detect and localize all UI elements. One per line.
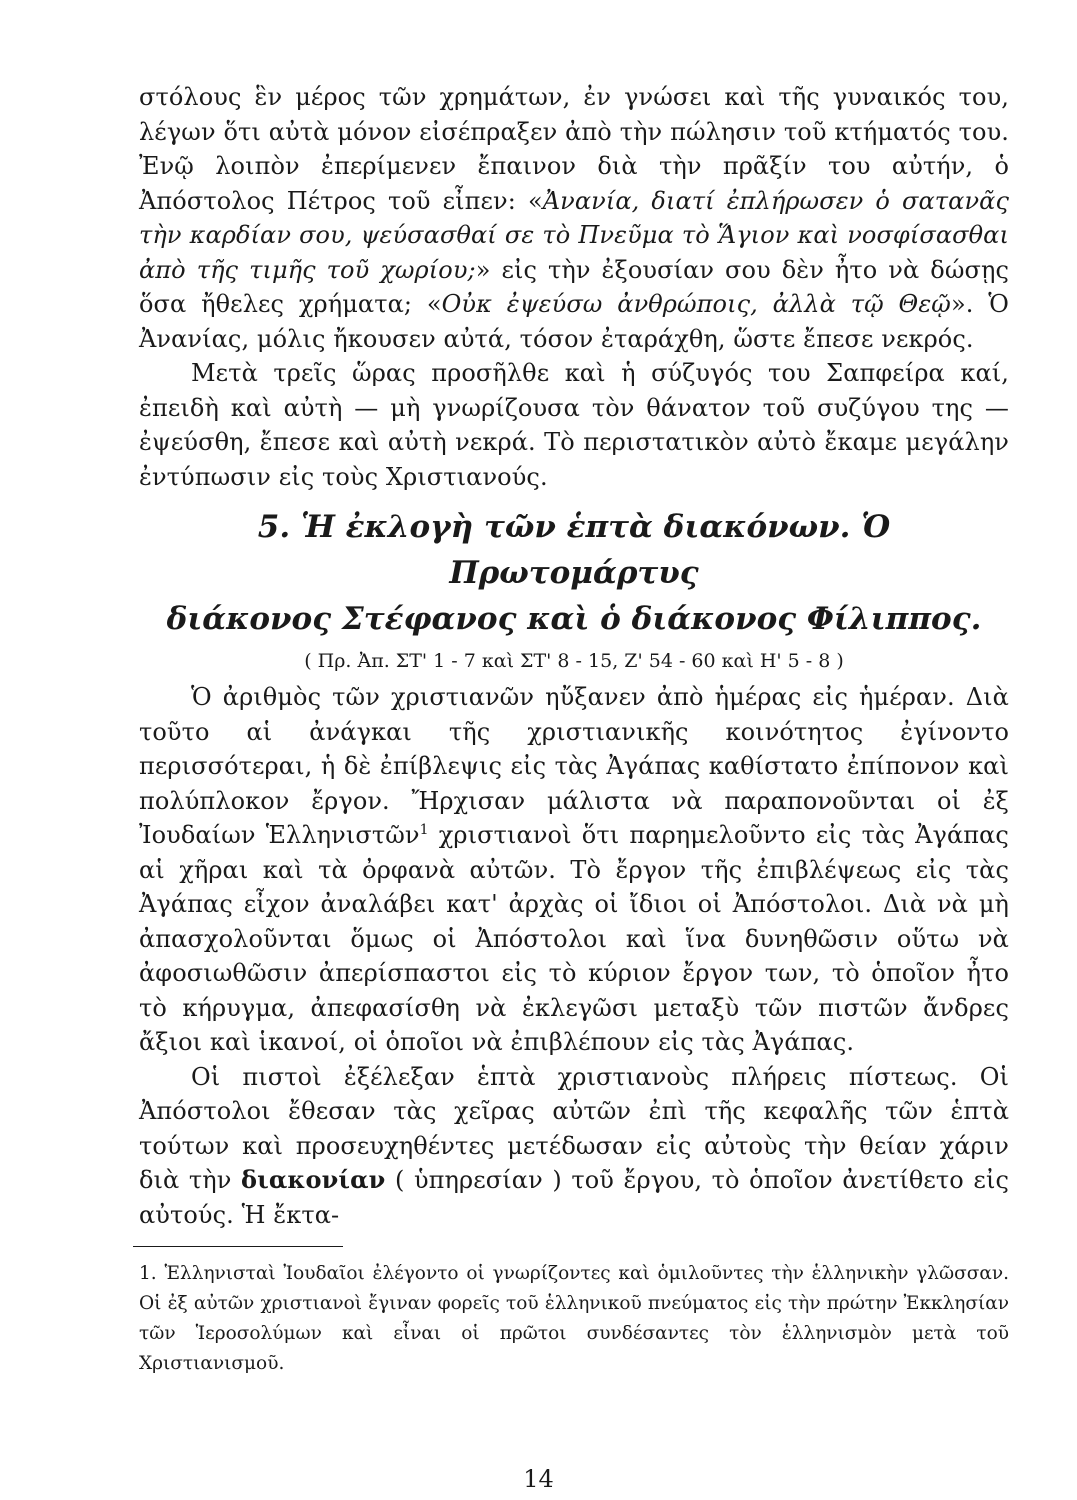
section-number: 5. bbox=[257, 509, 291, 545]
section-title-line1: Ἡ ἐκλογὴ τῶν ἑπτὰ διακόνων. Ὁ Πρωτομάρτυς bbox=[300, 509, 891, 591]
paragraph-ananias bbox=[139, 80, 1009, 356]
page-content bbox=[139, 80, 1009, 1379]
quote-not-lied-to-men: Οὐκ ἐψεύσω ἀνθρώποις, ἀλλὰ τῷ Θεῷ bbox=[441, 290, 951, 318]
footnote-divider bbox=[133, 1246, 343, 1247]
section-heading bbox=[139, 504, 1009, 642]
text-run: ( ὑπηρεσίαν ) τοῦ ἔργου, τὸ ὁποῖον ἀνετίθετο εἰς αὐτούς. Ἡ ἔκτα- bbox=[139, 1166, 1009, 1229]
paragraph-number-of-christians bbox=[139, 680, 1009, 1060]
text-run: χριστιανοὶ ὅτι παρημελοῦντο εἰς τὰς Ἀγάπας αἱ χῆραι καὶ τὰ ὀρφανὰ αὐτῶν. Τὸ ἔργον τῆς ἐπιβλέψεως εἰς τὰς Ἀγάπας εἶχον ἀναλάβει κατ' ἀρχὰς οἱ ἴδιοι οἱ Ἀπόστολοι. Διὰ νὰ μὴ ἀπασχολοῦνται ὅμως οἱ Ἀπόστολοι καὶ ἵνα δυνηθῶσιν οὕτω νὰ ἀφοσιωθῶσιν ἀπερίσπαστοι εἰς τὸ κύριον ἔργον των, τὸ ὁποῖον ἦτο τὸ κήρυγμα, ἀπεφασίσθη νὰ ἐκλεγῶσι μεταξὺ τῶν πιστῶν ἄνδρες ἄξιοι καὶ ἱκανοί, οἱ ὁποῖοι νὰ ἐπιβλέπουν εἰς τὰς Ἀγάπας. bbox=[139, 821, 1009, 1056]
text-run: ». Ὁ Ἀνανίας, μόλις ἤκουσεν αὐτά, τόσον ἐταράχθη, ὥστε ἔπεσε νεκρός. bbox=[139, 290, 1009, 353]
scripture-reference: ( Πρ. Ἀπ. ΣΤ' 1 - 7 καὶ ΣΤ' 8 - 15, Ζ' 54 - 60 καὶ Η' 5 - 8 ) bbox=[304, 650, 844, 672]
text-run: στόλους ἓν μέρος τῶν χρημάτων, ἐν γνώσει καὶ τῆς γυναικός του, λέγων ὅτι αὐτὰ μόνον εἰσέπραξεν ἀπὸ τὴν πώλησιν τοῦ κτήματός του. Ἐνῷ λοιπὸν ἐπερίμενεν ἔπαινον διὰ τὴν πρᾶξίν του αὐτήν, ὁ Ἀπόστολος Πέτρος τοῦ εἶπεν: « bbox=[139, 83, 1009, 215]
text-run: Οἱ πιστοὶ ἐξέλεξαν ἑπτὰ χριστιανοὺς πλήρεις πίστεως. Οἱ Ἀπόστολοι ἔθεσαν τὰς χεῖρας αὐτῶν ἐπὶ τῆς κεφαλῆς τῶν ἑπτὰ τούτων καὶ προσευχηθέντες μετέδωσαν εἰς αὐτοὺς τὴν θείαν χάριν διὰ τὴν bbox=[139, 1062, 1009, 1194]
text-run: Ὁ ἀριθμὸς τῶν χριστιανῶν ηὔξανεν ἀπὸ ἡμέρας εἰς ἡμέραν. Διὰ τοῦτο αἱ ἀνάγκαι τῆς χριστιανικῆς κοινότητος ἐγίνοντο περισσότεραι, ἡ δὲ ἐπίβλεψις εἰς τὰς Ἀγάπας καθίστατο ἐπίπονον καὶ πολύπλοκον ἔργον. Ἤρχισαν μάλιστα νὰ παραπονοῦνται οἱ ἐξ Ἰουδαίων Ἑλληνιστῶν bbox=[139, 683, 1009, 849]
text-run: » εἰς τὴν ἐξουσίαν σου δὲν ἦτο νὰ δώσῃς ὅσα ἤθελες χρήματα; « bbox=[139, 255, 1009, 318]
section-title-line2: διάκονος Στέφανος καὶ ὁ διάκονος Φίλιππος. bbox=[166, 601, 982, 637]
footnote-marker: 1 bbox=[419, 822, 429, 838]
page-number: 14 bbox=[523, 1465, 554, 1493]
footnote-hellenists: 1. Ἑλληνισταὶ Ἰουδαῖοι ἐλέγοντο οἱ γνωρίζοντες καὶ ὁμιλοῦντες τὴν ἑλληνικὴν γλῶσσαν. Οἱ ἐξ αὐτῶν χριστιανοὶ ἔγιναν φορεῖς τοῦ ἑλληνικοῦ πνεύματος εἰς τὴν πρώτην Ἐκκλησίαν τῶν Ἱεροσολύμων καὶ εἶναι οἱ πρῶτοι συνδέσαντες τὸν ἑλληνισμὸν μετὰ τοῦ Χριστιανισμοῦ. bbox=[139, 1263, 1009, 1374]
paragraph-seven-deacons bbox=[139, 1060, 1009, 1233]
paragraph-sapphira: Μετὰ τρεῖς ὥρας προσῆλθε καὶ ἡ σύζυγός του Σαπφείρα καί, ἐπειδὴ καὶ αὐτὴ — μὴ γνωρίζουσα τὸν θάνατον τοῦ συζύγου της — ἐψεύσθη, ἔπεσε καὶ αὐτὴ νεκρά. Τὸ περιστατικὸν αὐτὸ ἔκαμε μεγάλην ἐντύπωσιν εἰς τοὺς Χριστιανούς. bbox=[139, 359, 1009, 491]
quote-peter: Ἀνανία, διατί ἐπλήρωσεν ὁ σατανᾶς τὴν καρδίαν σου, ψεύσασθαί σε τὸ Πνεῦμα τὸ Ἅγιον καὶ νοσφίσασθαι ἀπὸ τῆς τιμῆς τοῦ χωρίου; bbox=[139, 186, 1009, 284]
bold-term-diakonia: διακονίαν bbox=[241, 1165, 386, 1194]
